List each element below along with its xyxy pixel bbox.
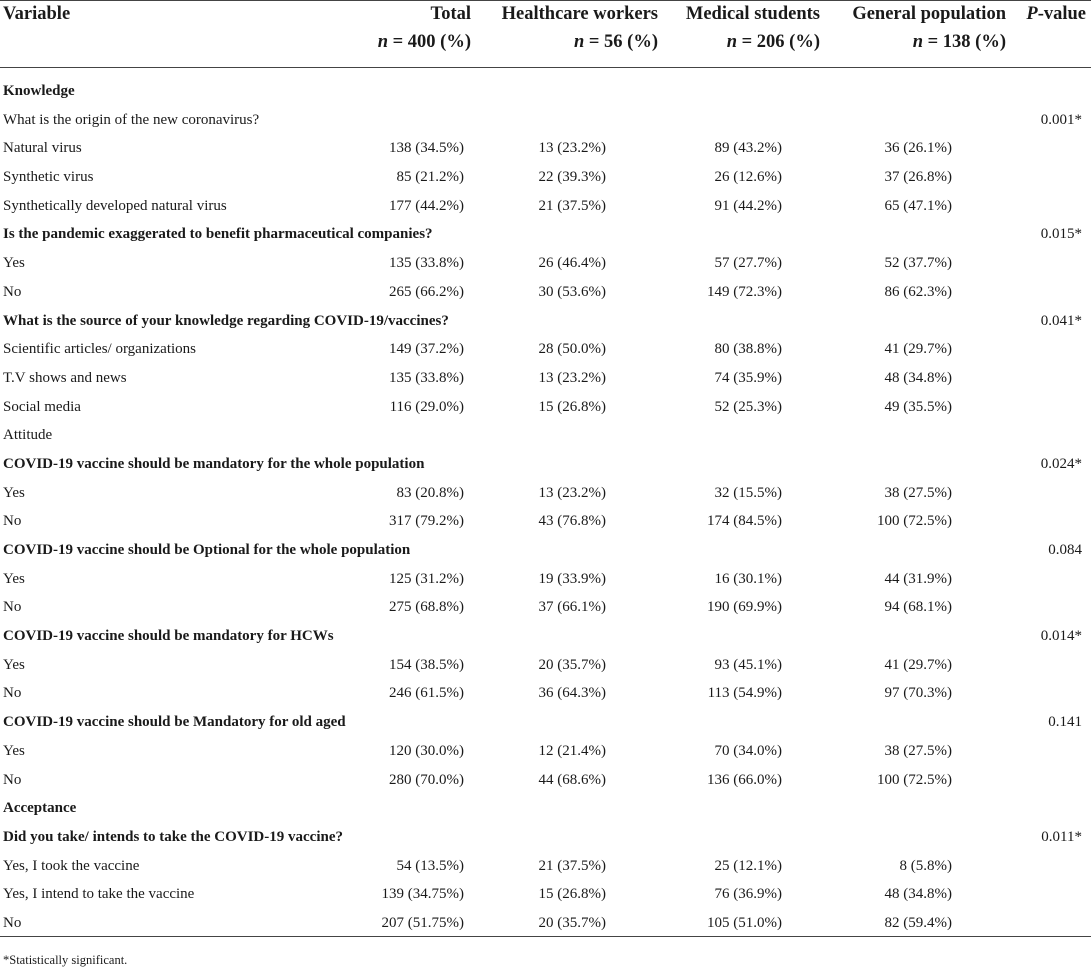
variable-cell: What is the origin of the new coronavirus? xyxy=(3,111,260,128)
p-value-cell: 0.024* xyxy=(1040,455,1082,472)
med-cell: 70 (34.0%) xyxy=(714,742,782,759)
p-value-cell: 0.011* xyxy=(1041,828,1082,845)
hcw-cell: 36 (64.3%) xyxy=(538,685,606,702)
table-row xyxy=(0,653,1091,682)
hcw-cell: 15 (26.8%) xyxy=(538,398,606,415)
variable-cell: Yes xyxy=(3,255,25,272)
table-row xyxy=(0,481,1091,510)
med-cell: 93 (45.1%) xyxy=(714,656,782,673)
header-gen-label: General population xyxy=(852,4,1006,24)
header-total-n: n = 400 (%) xyxy=(377,32,471,52)
variable-cell: No xyxy=(3,283,22,300)
p-value-cell: 0.014* xyxy=(1040,628,1082,645)
variable-cell: COVID-19 vaccine should be mandatory for HCWs xyxy=(3,628,334,645)
hcw-cell: 28 (50.0%) xyxy=(538,341,606,358)
table-bottom-rule xyxy=(0,936,1091,937)
total-cell: 120 (30.0%) xyxy=(389,742,464,759)
table-row xyxy=(0,395,1091,424)
med-cell: 25 (12.1%) xyxy=(714,857,782,874)
med-cell: 105 (51.0%) xyxy=(707,914,782,931)
table-row xyxy=(0,108,1091,137)
gen-cell: 44 (31.9%) xyxy=(884,570,952,587)
med-cell: 76 (36.9%) xyxy=(714,886,782,903)
table-row xyxy=(0,681,1091,710)
hcw-cell: 20 (35.7%) xyxy=(538,914,606,931)
med-cell: 174 (84.5%) xyxy=(707,513,782,530)
variable-cell: COVID-19 vaccine should be Optional for the whole population xyxy=(3,542,411,558)
table-row xyxy=(0,222,1091,251)
table-row xyxy=(0,710,1091,739)
variable-cell: Yes, I intend to take the vaccine xyxy=(3,886,195,903)
table-row xyxy=(0,194,1091,223)
hcw-cell: 13 (23.2%) xyxy=(538,369,606,386)
table-row xyxy=(0,796,1091,825)
hcw-cell: 21 (37.5%) xyxy=(538,197,606,214)
total-cell: 83 (20.8%) xyxy=(396,484,464,501)
p-value-cell: 0.084 xyxy=(1048,542,1082,558)
variable-cell: Knowledge xyxy=(3,83,75,99)
table-row xyxy=(0,165,1091,194)
gen-cell: 48 (34.8%) xyxy=(884,369,952,386)
variable-cell: Natural virus xyxy=(3,140,82,157)
med-cell: 89 (43.2%) xyxy=(714,140,782,157)
gen-cell: 41 (29.7%) xyxy=(884,656,952,673)
variable-cell: No xyxy=(3,685,22,702)
med-cell: 190 (69.9%) xyxy=(707,599,782,616)
table-row xyxy=(0,509,1091,538)
variable-cell: Is the pandemic exaggerated to benefit pharmaceutical companies? xyxy=(3,226,433,243)
hcw-cell: 13 (23.2%) xyxy=(538,484,606,501)
table-body xyxy=(0,79,1091,940)
gen-cell: 86 (62.3%) xyxy=(884,283,952,300)
total-cell: 135 (33.8%) xyxy=(389,369,464,386)
hcw-cell: 19 (33.9%) xyxy=(538,570,606,587)
p-value-cell: 0.015* xyxy=(1040,226,1082,243)
table-row xyxy=(0,854,1091,883)
gen-cell: 94 (68.1%) xyxy=(884,599,952,616)
header-gen-n: n = 138 (%) xyxy=(912,32,1006,52)
header-medical-students xyxy=(670,0,820,56)
table-row xyxy=(0,337,1091,366)
table-row xyxy=(0,136,1091,165)
table-row xyxy=(0,309,1091,338)
med-cell: 113 (54.9%) xyxy=(707,685,782,702)
gen-cell: 41 (29.7%) xyxy=(884,341,952,358)
table-row xyxy=(0,825,1091,854)
header-med-n: n = 206 (%) xyxy=(726,32,820,52)
total-cell: 275 (68.8%) xyxy=(389,599,464,616)
med-cell: 80 (38.8%) xyxy=(714,341,782,358)
total-cell: 154 (38.5%) xyxy=(389,656,464,673)
med-cell: 149 (72.3%) xyxy=(707,283,782,300)
gen-cell: 36 (26.1%) xyxy=(884,140,952,157)
gen-cell: 100 (72.5%) xyxy=(877,513,952,530)
header-variable: Variable xyxy=(3,4,71,24)
hcw-cell: 22 (39.3%) xyxy=(538,169,606,186)
total-cell: 317 (79.2%) xyxy=(389,513,464,530)
total-cell: 54 (13.5%) xyxy=(396,857,464,874)
table-row xyxy=(0,739,1091,768)
table-row xyxy=(0,423,1091,452)
header-hcw-label: Healthcare workers xyxy=(501,4,658,24)
variable-cell: Yes xyxy=(3,742,25,759)
header-p-value: P-value xyxy=(1026,4,1086,24)
table-row xyxy=(0,882,1091,911)
table-row xyxy=(0,251,1091,280)
gen-cell: 82 (59.4%) xyxy=(884,914,952,931)
variable-cell: Social media xyxy=(3,398,81,415)
total-cell: 138 (34.5%) xyxy=(389,140,464,157)
hcw-cell: 30 (53.6%) xyxy=(538,283,606,300)
table-header-rule xyxy=(0,67,1091,68)
hcw-cell: 13 (23.2%) xyxy=(538,140,606,157)
p-value-cell: 0.001* xyxy=(1040,111,1082,128)
hcw-cell: 20 (35.7%) xyxy=(538,656,606,673)
hcw-cell: 15 (26.8%) xyxy=(538,886,606,903)
table-row xyxy=(0,538,1091,567)
total-cell: 246 (61.5%) xyxy=(389,685,464,702)
table-row xyxy=(0,567,1091,596)
med-cell: 16 (30.1%) xyxy=(714,570,782,587)
variable-cell: Yes xyxy=(3,484,25,501)
variable-cell: Yes, I took the vaccine xyxy=(3,857,140,874)
variable-cell: No xyxy=(3,513,22,530)
header-total xyxy=(325,0,471,56)
med-cell: 52 (25.3%) xyxy=(714,398,782,415)
variable-cell: COVID-19 vaccine should be Mandatory for old aged xyxy=(3,714,346,731)
gen-cell: 65 (47.1%) xyxy=(884,197,952,214)
gen-cell: 48 (34.8%) xyxy=(884,886,952,903)
total-cell: 116 (29.0%) xyxy=(389,398,464,415)
total-cell: 280 (70.0%) xyxy=(389,771,464,788)
gen-cell: 37 (26.8%) xyxy=(884,169,952,186)
p-value-cell: 0.141 xyxy=(1048,714,1082,731)
med-cell: 91 (44.2%) xyxy=(714,197,782,214)
variable-cell: T.V shows and news xyxy=(3,369,127,386)
med-cell: 74 (35.9%) xyxy=(714,369,782,386)
variable-cell: Synthetically developed natural virus xyxy=(3,197,227,214)
header-healthcare-workers xyxy=(490,0,658,56)
table-row xyxy=(0,79,1091,108)
variable-cell: What is the source of your knowledge regarding COVID-19/vaccines? xyxy=(3,312,449,329)
table-row xyxy=(0,280,1091,309)
med-cell: 26 (12.6%) xyxy=(714,169,782,186)
variable-cell: Acceptance xyxy=(3,800,77,817)
hcw-cell: 37 (66.1%) xyxy=(538,599,606,616)
gen-cell: 38 (27.5%) xyxy=(884,742,952,759)
hcw-cell: 12 (21.4%) xyxy=(538,742,606,759)
total-cell: 207 (51.75%) xyxy=(381,914,464,931)
variable-cell: Did you take/ intends to take the COVID-19 vaccine? xyxy=(3,828,343,845)
hcw-cell: 26 (46.4%) xyxy=(538,255,606,272)
med-cell: 32 (15.5%) xyxy=(714,484,782,501)
header-med-label: Medical students xyxy=(685,4,820,24)
header-hcw-n: n = 56 (%) xyxy=(573,32,658,52)
variable-cell: Attitude xyxy=(3,427,53,444)
p-value-cell: 0.041* xyxy=(1040,312,1082,329)
gen-cell: 8 (5.8%) xyxy=(899,857,952,874)
table-row xyxy=(0,366,1091,395)
variable-cell: Synthetic virus xyxy=(3,169,94,186)
footnote: *Statistically significant. xyxy=(3,953,128,967)
total-cell: 135 (33.8%) xyxy=(389,255,464,272)
gen-cell: 52 (37.7%) xyxy=(884,255,952,272)
header-general-population xyxy=(830,0,1006,56)
gen-cell: 49 (35.5%) xyxy=(884,398,952,415)
variable-cell: Scientific articles/ organizations xyxy=(3,341,196,358)
table-header xyxy=(0,0,1091,67)
table-row xyxy=(0,624,1091,653)
header-total-label: Total xyxy=(430,4,471,24)
total-cell: 125 (31.2%) xyxy=(389,570,464,587)
hcw-cell: 43 (76.8%) xyxy=(538,513,606,530)
med-cell: 136 (66.0%) xyxy=(707,771,782,788)
variable-cell: Yes xyxy=(3,656,25,673)
total-cell: 177 (44.2%) xyxy=(389,197,464,214)
hcw-cell: 21 (37.5%) xyxy=(538,857,606,874)
variable-cell: Yes xyxy=(3,570,25,587)
variable-cell: No xyxy=(3,914,22,931)
table-row xyxy=(0,595,1091,624)
total-cell: 139 (34.75%) xyxy=(381,886,464,903)
table-row xyxy=(0,768,1091,797)
total-cell: 149 (37.2%) xyxy=(389,341,464,358)
total-cell: 85 (21.2%) xyxy=(396,169,464,186)
variable-cell: COVID-19 vaccine should be mandatory for the whole population xyxy=(3,455,425,472)
med-cell: 57 (27.7%) xyxy=(714,255,782,272)
variable-cell: No xyxy=(3,771,22,788)
gen-cell: 100 (72.5%) xyxy=(877,771,952,788)
hcw-cell: 44 (68.6%) xyxy=(538,771,606,788)
table-row xyxy=(0,452,1091,481)
variable-cell: No xyxy=(3,599,22,616)
total-cell: 265 (66.2%) xyxy=(389,283,464,300)
gen-cell: 97 (70.3%) xyxy=(884,685,952,702)
gen-cell: 38 (27.5%) xyxy=(884,484,952,501)
